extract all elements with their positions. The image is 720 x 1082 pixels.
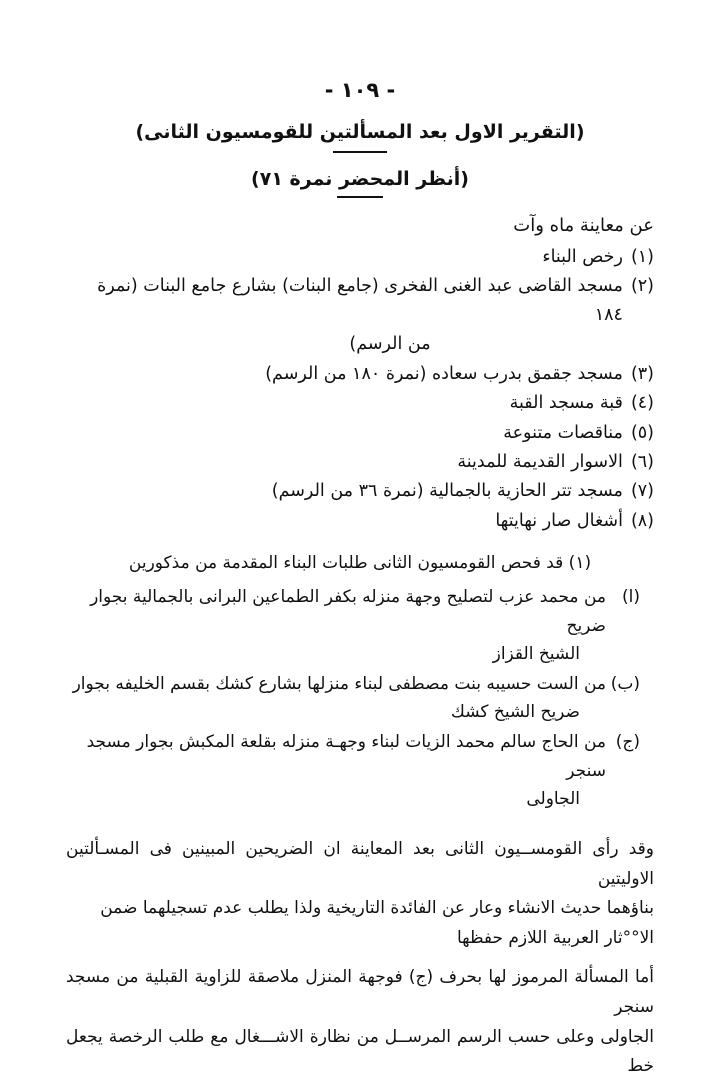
paragraph-2 bbox=[66, 963, 654, 1081]
list-item bbox=[66, 419, 654, 447]
paragraph-2-line-2: الجاولى وعلى حسب الرسم المرســل من نظارة الاشـــغال مع طلب الرخصة يجعل خط bbox=[66, 1026, 654, 1077]
item-marker: (٢) bbox=[630, 276, 654, 297]
item-text: أشغال صار نهايتها bbox=[495, 510, 623, 531]
heading-rule-1 bbox=[333, 151, 387, 153]
sub-item-line-1: من الحاج سالم محمد الزيات لبناء وجهـة منزله بقلعة المكبش بجوار مسجد سنجر bbox=[86, 732, 606, 781]
sub-item-marker: (ج) bbox=[615, 732, 640, 753]
list-item bbox=[66, 360, 654, 388]
list-item bbox=[66, 272, 654, 329]
section-spacer bbox=[66, 536, 654, 550]
heading-block bbox=[66, 118, 654, 198]
sub-item-line-1: من محمد عزب لتصليح وجهة منزله بكفر الطماعين البرانى بالجمالية بجوار ضريح bbox=[90, 587, 606, 636]
item-marker: (٦) bbox=[630, 452, 654, 473]
paragraph-1-line-1: وقد رأى القومســيون الثانى بعد المعاينة ان الضريحين المبينين فى المسـألتين الاوليتين bbox=[66, 839, 654, 889]
paragraph-spacer bbox=[66, 815, 654, 825]
list-item bbox=[66, 670, 640, 726]
sub-item-list bbox=[66, 583, 654, 813]
item-text-continued: من الرسم) bbox=[349, 334, 431, 355]
paragraph-2-line-1: أما المسألة المرموز لها بحرف (ج) فوجهة المنزل ملاصقة للزاوية القبلية من مسجد سنجر bbox=[66, 967, 654, 1017]
item-marker: (٣) bbox=[630, 364, 654, 385]
item-text: مسجد جقمق بدرب سعاده (نمرة ١٨٠ من الرسم) bbox=[265, 364, 623, 385]
sub-item-body bbox=[66, 583, 606, 668]
sub-item-line-2: الشيخ القزاز bbox=[492, 643, 580, 664]
list-item bbox=[66, 477, 654, 505]
item-text: مناقصات متنوعة bbox=[503, 422, 623, 443]
sub-item-marker: (ب) bbox=[610, 673, 640, 694]
main-item-list bbox=[66, 243, 654, 535]
list-item bbox=[66, 507, 654, 535]
item-marker: (٨) bbox=[630, 510, 654, 531]
item-text: الاسوار القديمة للمدينة bbox=[457, 452, 623, 473]
intro-line: عن معاينة ماه وآت bbox=[513, 215, 654, 236]
sub-item-body bbox=[66, 728, 606, 813]
item-text: قبة مسجد القبة bbox=[509, 393, 623, 414]
sub-item-line-1: من الست حسيبه بنت مصطفى لبناء منزلها بشارع كشك بقسم الخليفه بجوار bbox=[72, 673, 606, 694]
paragraph-1-line-3: الا°°ثار العربية اللازم حفظها bbox=[456, 927, 654, 948]
heading-line-2: (أنظر المحضر نمرة ٧١) bbox=[251, 167, 469, 190]
list-item bbox=[66, 583, 640, 668]
heading-line-1: (التقرير الاول بعد المسألتين للقومسيون الثانى) bbox=[135, 121, 585, 143]
paragraph-1-line-2: بناؤهما حديث الانشاء وعار عن الفائدة التاريخية ولذا يطلب عدم تسجيلهما ضمن bbox=[100, 898, 654, 919]
item-marker: (٥) bbox=[630, 422, 654, 443]
sub-intro-line: (١) قد فحص القومسيون الثانى طلبات البناء المقدمة من مذكورين bbox=[128, 553, 592, 574]
item-text: رخص البناء bbox=[542, 247, 623, 267]
page-number: - ١٠٩ - bbox=[324, 78, 396, 102]
sub-item-marker: (ا) bbox=[622, 587, 640, 608]
sub-item-line-2: الجاولى bbox=[526, 788, 580, 809]
sub-item-line-2: ضريح الشيخ كشك bbox=[450, 702, 580, 723]
list-item bbox=[66, 243, 654, 271]
paragraph-1 bbox=[66, 835, 654, 953]
item-text: مسجد تتر الحازية بالجمالية (نمرة ٣٦ من الرسم) bbox=[271, 481, 623, 502]
list-item bbox=[66, 728, 640, 813]
item-marker: (١) bbox=[630, 247, 654, 267]
list-item bbox=[66, 389, 654, 417]
item-marker: (٧) bbox=[630, 481, 654, 502]
list-item-continuation bbox=[66, 330, 654, 358]
sub-item-body bbox=[66, 670, 606, 726]
item-marker: (٤) bbox=[630, 393, 654, 414]
heading-rule-2 bbox=[337, 196, 383, 198]
item-text: مسجد القاضى عبد الغنى الفخرى (جامع البنات) بشارع جامع البنات (نمرة ١٨٤ bbox=[97, 276, 623, 325]
list-item bbox=[66, 448, 654, 476]
